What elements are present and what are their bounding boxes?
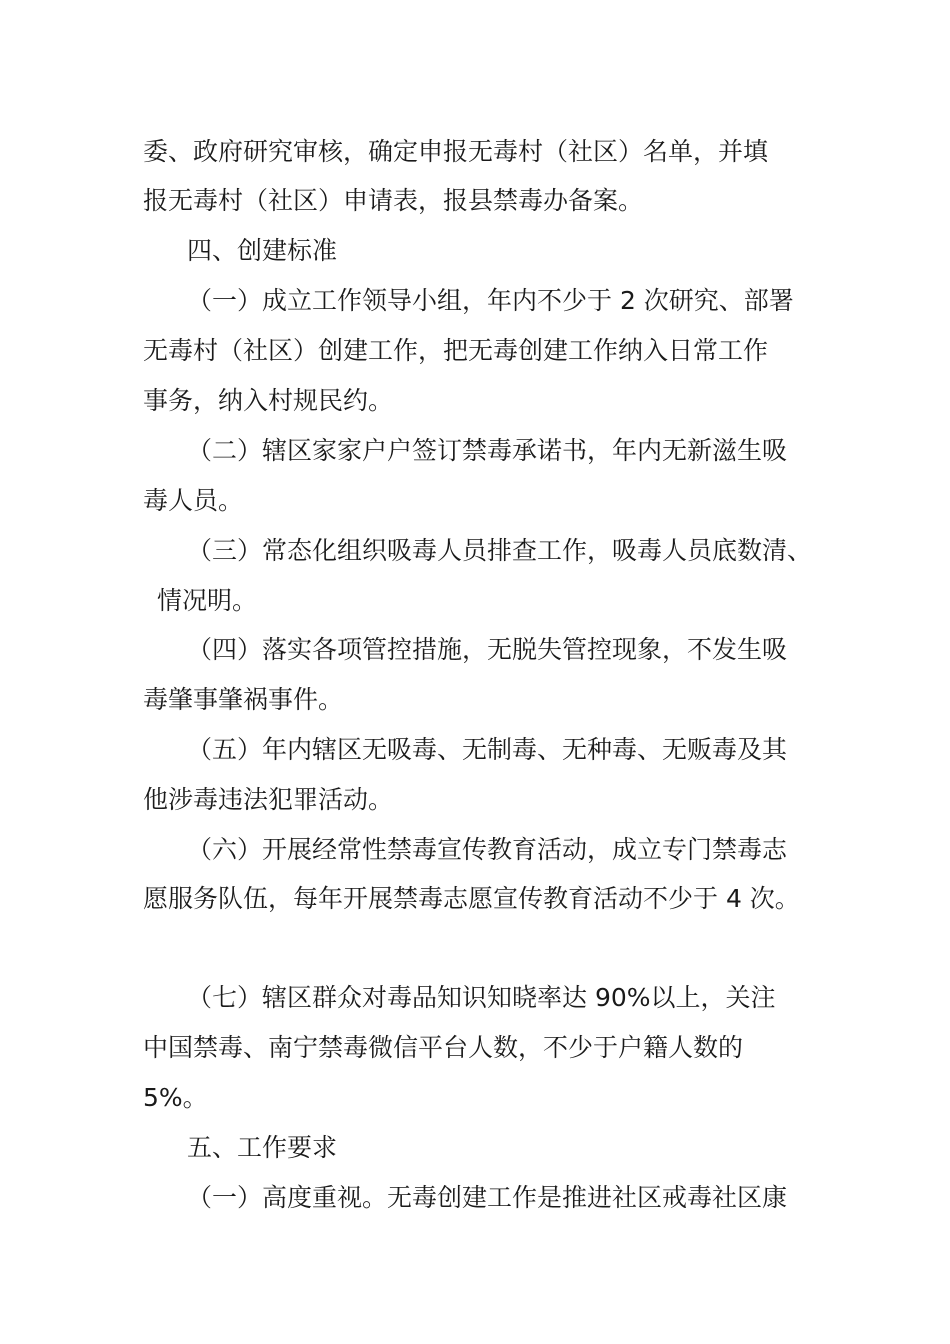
text-line: 毒人员。 (143, 486, 244, 515)
text-line: 毒肇事肇祸事件。 (143, 685, 344, 714)
text-line: 5%。 (143, 1083, 208, 1112)
section-heading: 五、工作要求 (187, 1133, 338, 1162)
text-line: （二）辖区家家户户签订禁毒承诺书，年内无新滋生吸 (187, 436, 788, 465)
text-line: 报无毒村（社区）申请表，报县禁毒办备案。 (143, 186, 644, 215)
text-line: （三）常态化组织吸毒人员排查工作，吸毒人员底数清、 (187, 536, 813, 565)
text-line: （四）落实各项管控措施，无脱失管控现象，不发生吸 (187, 635, 788, 664)
text-line: 无毒村（社区）创建工作，把无毒创建工作纳入日常工作 (143, 336, 769, 365)
text-line: （七）辖区群众对毒品知识知晓率达 90%以上，关注 (187, 983, 776, 1012)
text-line: 情况明。 (157, 586, 258, 615)
text-line: （五）年内辖区无吸毒、无制毒、无种毒、无贩毒及其 (187, 735, 788, 764)
text-line: （六）开展经常性禁毒宣传教育活动，成立专门禁毒志 (187, 835, 788, 864)
text-line: 事务，纳入村规民约。 (143, 386, 394, 415)
section-heading: 四、创建标准 (187, 236, 338, 265)
text-line: 愿服务队伍，每年开展禁毒志愿宣传教育活动不少于 4 次。 (143, 884, 800, 913)
text-line: 他涉毒违法犯罪活动。 (143, 785, 394, 814)
text-line: （一）成立工作领导小组，年内不少于 2 次研究、部署 (187, 286, 794, 315)
text-line: 中国禁毒、南宁禁毒微信平台人数，不少于户籍人数的 (143, 1033, 744, 1062)
text-line: （一）高度重视。无毒创建工作是推进社区戒毒社区康 (187, 1183, 788, 1212)
text-line: 委、政府研究审核，确定申报无毒村（社区）名单，并填 (143, 137, 769, 166)
